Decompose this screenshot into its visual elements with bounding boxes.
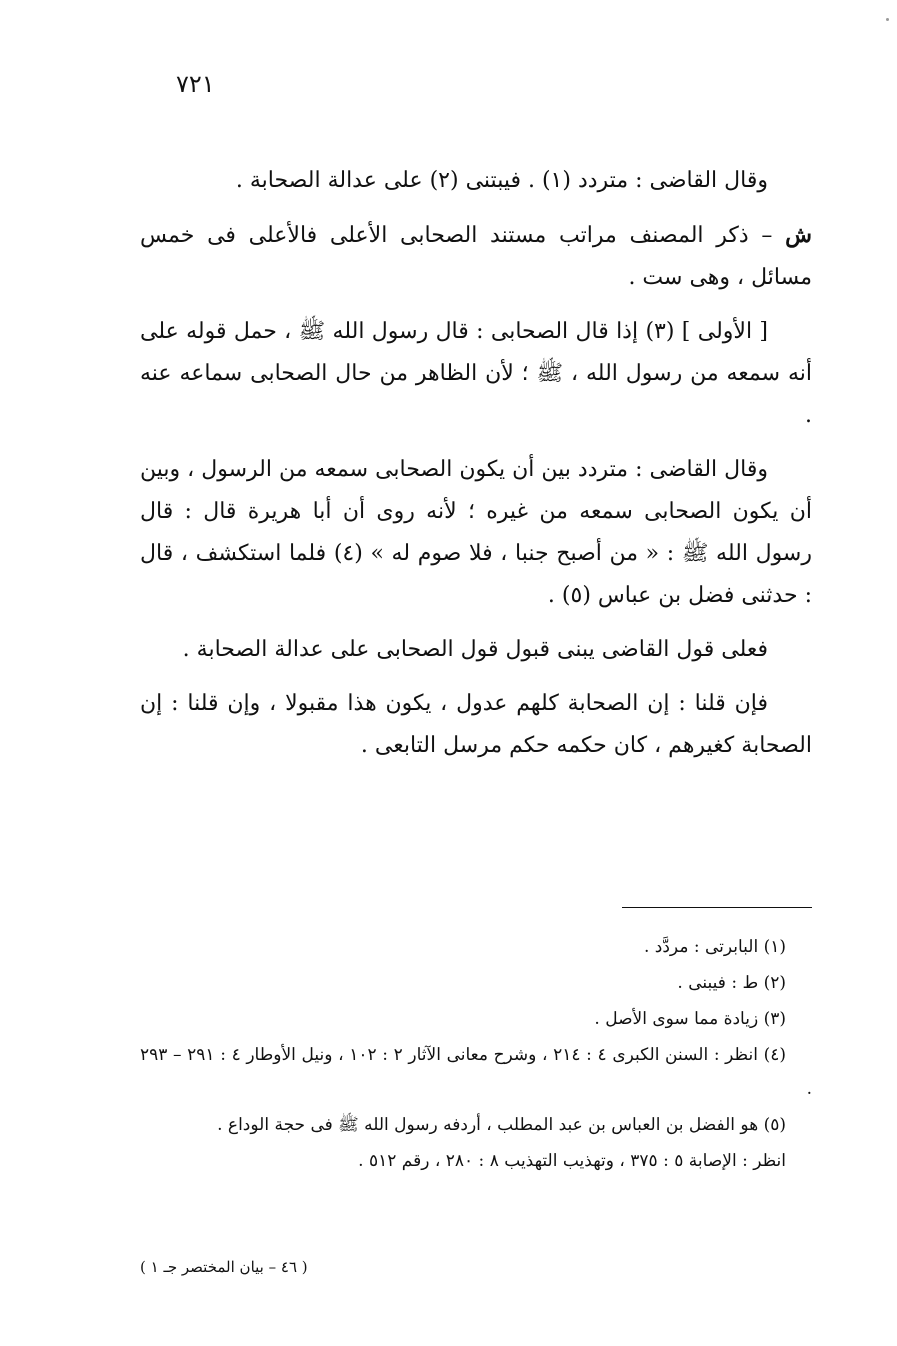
footnotes bbox=[140, 930, 812, 1180]
footnote-5: (٥) هو الفضل بن العباس بن عبد المطلب ، أردفه رسول الله ﷺ فى حجة الوداع . bbox=[217, 1115, 786, 1135]
printer-signature: ( ٤٦ – بيان المختصر جـ ١ ) bbox=[140, 1258, 308, 1276]
footnote-3: (٣) زيادة مما سوى الأصل . bbox=[594, 1009, 786, 1029]
paragraph-5 bbox=[140, 629, 812, 671]
paragraph-1 bbox=[140, 160, 812, 202]
footnote-5-continuation: انظر : الإصابة ٥ : ٣٧٥ ، وتهذيب التهذيب ٨ : ٢٨٠ ، رقم ٥١٢ . bbox=[358, 1151, 786, 1171]
paragraph-text: – ذكر المصنف مراتب مستند الصحابى الأعلى فالأعلى فى خمس مسائل ، وهى ست . bbox=[140, 223, 812, 290]
paragraph-text: فإن قلنا : إن الصحابة كلهم عدول ، يكون هذا مقبولا ، وإن قلنا : إن الصحابة كغيرهم ، كان حكمه حكم مرسل التابعى . bbox=[140, 691, 812, 758]
scan-speck bbox=[886, 18, 889, 21]
paragraph-6 bbox=[140, 683, 812, 767]
paragraph-text: وقال القاضى : متردد (١) . فيبتنى (٢) على عدالة الصحابة . bbox=[235, 168, 768, 193]
page-number: ٧٢١ bbox=[176, 70, 215, 98]
commentary-marker: ش bbox=[785, 222, 812, 248]
paragraph-text: فعلى قول القاضى يبنى قبول قول الصحابى على عدالة الصحابة . bbox=[182, 637, 768, 662]
footnote-divider bbox=[622, 907, 812, 908]
footnote-2: (٢) ط : فيبنى . bbox=[677, 973, 786, 993]
footnote-1: (١) البابرتى : مردَّد . bbox=[643, 937, 786, 957]
paragraph-3 bbox=[140, 311, 812, 437]
main-text bbox=[140, 160, 812, 779]
paragraph-text: وقال القاضى : متردد بين أن يكون الصحابى سمعه من الرسول ، وبين أن يكون الصحابى سمعه من غيره ؛ لأنه روى أن أبا هريرة قال : قال رسول الله ﷺ : « من أصبح جنبا ، فلا صوم له » (٤) فلما استكشف ، قال : حدثنى فضل بن عباس (٥) . bbox=[140, 457, 812, 608]
paragraph-4 bbox=[140, 449, 812, 617]
paragraph-2 bbox=[140, 214, 812, 299]
footnote-4: (٤) انظر : السنن الكبرى ٤ : ٢١٤ ، وشرح معانى الآثار ٢ : ١٠٢ ، ونيل الأوطار ٤ : ٢٩١ – ٢٩٣ . bbox=[140, 1045, 812, 1099]
paragraph-text: [ الأولى ] (٣) إذا قال الصحابى : قال رسول الله ﷺ ، حمل قوله على أنه سمعه من رسول الله ، ﷺ ؛ لأن الظاهر من حال الصحابى سماعه عنه . bbox=[140, 319, 812, 428]
